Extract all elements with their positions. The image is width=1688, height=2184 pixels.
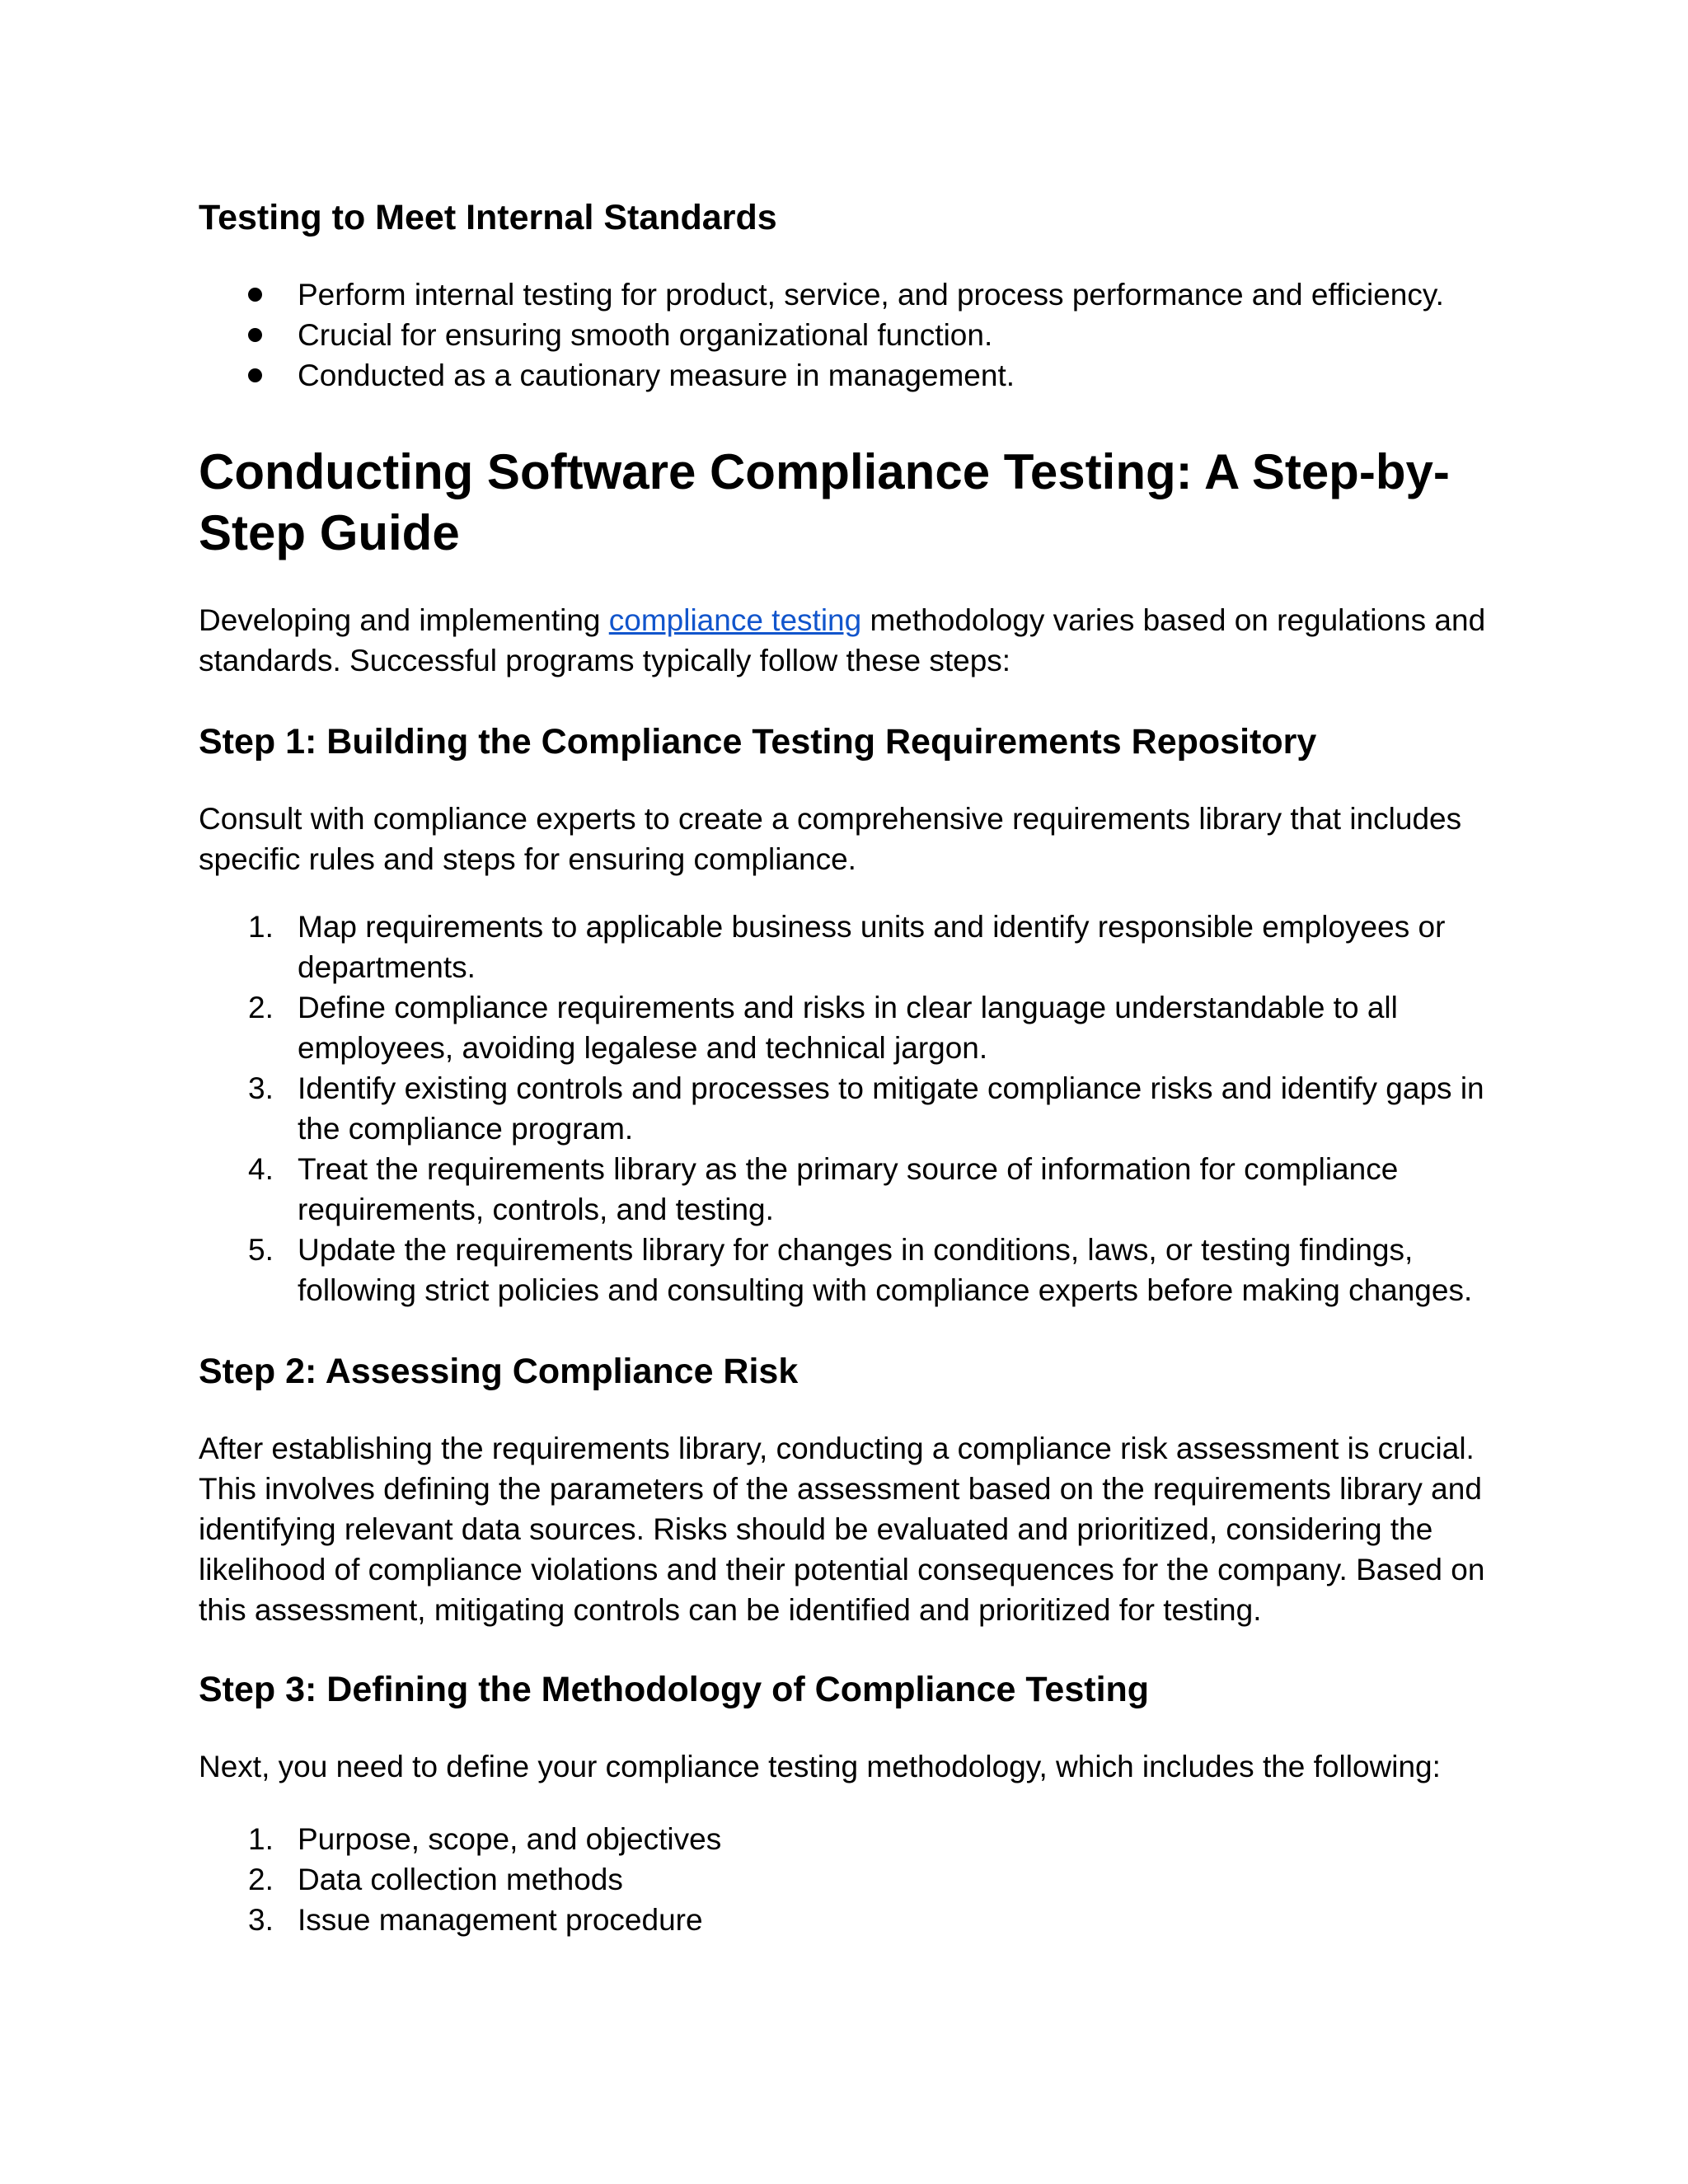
compliance-testing-link[interactable]: compliance testing — [608, 603, 862, 637]
guide-intro: Developing and implementing compliance testing methodology varies based on regulations and standards. Successful programs typically follow these steps: — [199, 603, 1486, 677]
list-number: 5. — [248, 1233, 274, 1267]
list-number: 2. — [248, 991, 274, 1024]
bullet-icon — [248, 288, 262, 302]
guide-title: Conducting Software Compliance Testing: A Step-by-Step Guide — [199, 444, 1450, 560]
step2-heading: Step 2: Assessing Compliance Risk — [199, 1352, 799, 1391]
internal-standards-heading: Testing to Meet Internal Standards — [199, 198, 777, 237]
step3-heading: Step 3: Defining the Methodology of Compliance Testing — [199, 1670, 1150, 1709]
list-item: 4. Treat the requirements library as the primary source of information for compliance requirements, controls, and testing. — [199, 1149, 1509, 1230]
list-item: 5. Update the requirements library for changes in conditions, laws, or testing findings, following strict policies and consulting with compliance experts before making changes. — [199, 1230, 1509, 1310]
bullet-icon — [248, 328, 262, 342]
step1-heading: Step 1: Building the Compliance Testing Requirements Repository — [199, 722, 1317, 762]
step2-paragraph: After establishing the requirements library, conducting a compliance risk assessment is crucial. This involves defining the parameters of the assessment based on the requirements library and identifying relevant data sources. Risks should be evaluated and prioritized, considering the likelihood of compliance violations and their potential consequences for the company. Based on this assessment, mitigating controls can be identified and prioritized for testing. — [199, 1432, 1485, 1627]
list-number: 1. — [248, 910, 274, 944]
list-item: Crucial for ensuring smooth organizational function. — [199, 315, 1509, 355]
list-number: 3. — [248, 1071, 274, 1105]
step3-list — [199, 1819, 1509, 1940]
step1-paragraph: Consult with compliance experts to create a comprehensive requirements library that includes specific rules and steps for ensuring compliance. — [199, 802, 1462, 876]
list-item: Conducted as a cautionary measure in management. — [199, 355, 1509, 396]
step3-paragraph: Next, you need to define your compliance testing methodology, which includes the following: — [199, 1750, 1441, 1783]
list-number: 1. — [248, 1822, 274, 1856]
list-item: Perform internal testing for product, service, and process performance and efficiency. — [199, 274, 1509, 315]
bullet-icon — [248, 368, 262, 382]
internal-standards-list — [199, 274, 1509, 396]
list-item: 2. Define compliance requirements and risks in clear language understandable to all employees, avoiding legalese and technical jargon. — [199, 987, 1509, 1068]
list-number: 2. — [248, 1863, 274, 1896]
list-item: 2. Data collection methods — [199, 1859, 1509, 1900]
list-number: 4. — [248, 1152, 274, 1186]
step1-list — [199, 907, 1509, 1310]
list-item: 1. Purpose, scope, and objectives — [199, 1819, 1509, 1859]
list-item: 3. Identify existing controls and processes to mitigate compliance risks and identify gaps in the compliance program. — [199, 1068, 1509, 1149]
list-number: 3. — [248, 1903, 274, 1937]
list-item: 1. Map requirements to applicable business units and identify responsible employees or departments. — [199, 907, 1509, 987]
list-item: 3. Issue management procedure — [199, 1900, 1509, 1940]
